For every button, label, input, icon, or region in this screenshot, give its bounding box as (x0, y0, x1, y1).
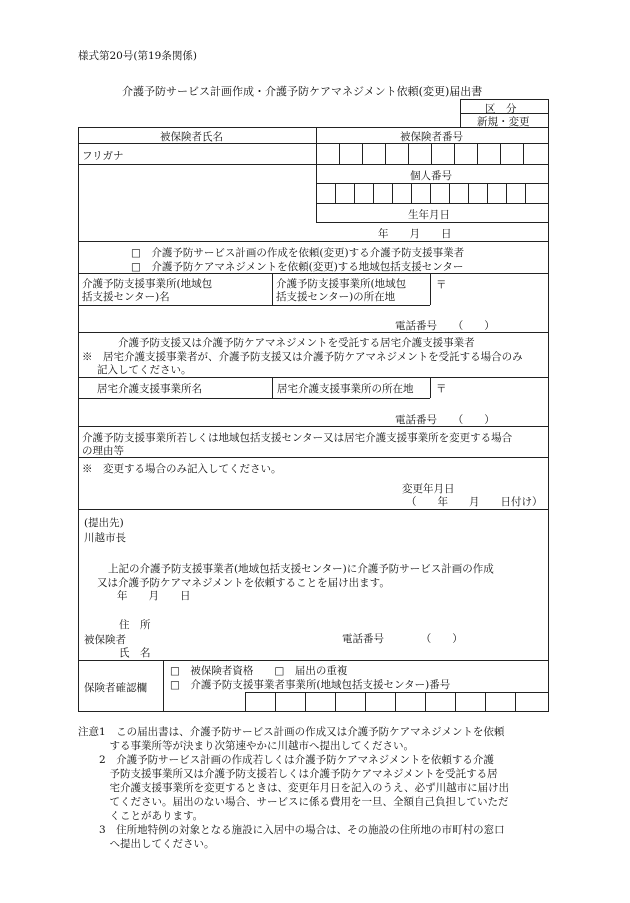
category-label: 区 分 (485, 103, 517, 115)
form-title: 介護予防サービス計画作成・介護予防ケアマネジメント依頼(変更)届出書 (122, 85, 483, 98)
change-date-label: 変更年月日 (402, 483, 455, 495)
submission-body-2: 又は介護予防ケアマネジメントを依頼することを届け出ます。 (97, 577, 390, 589)
note-line: 2 介護予防サービス計画の作成若しくは介護予防ケアマネジメントを依頼する介護 (78, 754, 494, 766)
insured-name-field[interactable] (82, 168, 314, 220)
subcontract-postal-mark: 〒 (436, 383, 447, 395)
note-line: 予防支援事業所又は介護予防支援若しくは介護予防ケアマネジメントを受託する居 (78, 768, 498, 780)
submission-date-field[interactable]: 年 月 日 (117, 590, 191, 602)
personal-number-label: 個人番号 (410, 170, 452, 182)
note-line: 3 住所地特例の対象となる施設に入居中の場合は、その施設の住所地の市町村の窓口 (78, 824, 505, 836)
note-line: てください。届出のない場合、サービスに係る費用を一旦、全額自己負担していただ (78, 796, 509, 808)
subcontract-phone-label[interactable]: 電話番号 （ ） (395, 414, 495, 426)
subcontract-address-label: 居宅介護支援事業所の所在地 (277, 383, 414, 395)
subcontract-address-field[interactable] (276, 401, 546, 411)
provider-name-label-2: 括支援センター)名 (82, 291, 170, 303)
insurer-check-option-2[interactable]: □ 介護予防支援事業者事業所(地域包括支援センター)番号 (170, 679, 451, 691)
submitter-address-field[interactable] (160, 616, 544, 630)
provider-address-label-1: 介護予防支援事業所(地域包 (276, 278, 407, 290)
furigana-label: フリガナ (82, 150, 124, 162)
subcontract-name-label: 居宅介護支援事業所名 (97, 383, 202, 395)
furigana-field[interactable] (82, 148, 314, 163)
submitter-name-label: 氏 名 (119, 647, 151, 659)
note-line: する事業所等が決まり次第速やかに川越市へ提出してください。 (78, 740, 414, 752)
submit-to-value: 川越市長 (84, 532, 126, 544)
provider-address-label-2: 括支援センター)の所在地 (276, 291, 396, 303)
request-option-care-management[interactable]: □ 介護予防ケアマネジメントを依頼(変更)する地域包括支援センター (131, 261, 464, 273)
change-reason-field[interactable] (82, 474, 402, 506)
submitter-phone-label[interactable]: 電話番号 （ ） (342, 633, 463, 645)
change-note: ※ 変更する場合のみ記入してください。 (82, 463, 282, 475)
category-value[interactable]: 新規・変更 (477, 116, 530, 128)
personal-number-field[interactable] (318, 185, 547, 202)
birthdate-field[interactable]: 年 月 日 (378, 228, 452, 240)
provider-phone-label[interactable]: 電話番号 （ ） (395, 320, 495, 332)
provider-name-field[interactable] (82, 308, 270, 330)
birthdate-label: 生年月日 (408, 209, 450, 221)
insured-name-label: 被保険者氏名 (160, 131, 223, 143)
submitter-address-label: 住 所 (119, 619, 151, 631)
submitter-insured-label: 被保険者 (84, 634, 126, 646)
request-option-plan[interactable]: □ 介護予防サービス計画の作成を依頼(変更)する介護予防支援事業者 (131, 247, 465, 259)
subcontract-name-field[interactable] (82, 401, 270, 425)
submitter-name-field[interactable] (160, 645, 544, 659)
subcontract-heading: 介護予防支援又は介護予防ケアマネジメントを受託する居宅介護支援事業者 (118, 337, 475, 349)
subcontract-note-1: ※ 居宅介護支援事業者が、介護予防支援又は介護予防ケアマネジメントを受託する場合のみ (82, 351, 523, 363)
note-line: 宅介護支援事業所を変更するときは、変更年月日を記入のうえ、必ず川越市に届け出 (78, 782, 510, 794)
submit-to-label: (提出先) (84, 517, 124, 529)
subcontract-note-2: 記入してください。 (97, 364, 192, 376)
note-line: へ提出してください。 (78, 838, 215, 850)
insured-number-label: 被保険者番号 (400, 131, 463, 143)
subcontract-postal-field[interactable] (450, 380, 546, 397)
insurer-check-label: 保険者確認欄 (84, 682, 147, 694)
change-reason-label-2: の理由等 (82, 445, 124, 457)
change-date-field[interactable]: （ 年 月 日付け） (406, 496, 543, 508)
category-box (460, 99, 549, 128)
insured-number-field[interactable] (318, 145, 547, 163)
note-line: くことがあります。 (78, 810, 204, 822)
provider-postal-field[interactable] (450, 276, 546, 304)
change-reason-label-1: 介護予防支援事業所若しくは地域包括支援センター又は居宅介護支援事業所を変更する場合 (82, 432, 513, 444)
form-number: 様式第20号(第19条関係) (78, 50, 197, 62)
insurer-check-option-1[interactable]: □ 被保険者資格 □ 届出の重複 (170, 665, 348, 677)
provider-number-field[interactable] (247, 694, 547, 711)
submission-body-1: 上記の介護予防支援事業者(地域包括支援センター)に介護予防サービス計画の作成 (108, 563, 494, 575)
provider-postal-mark: 〒 (436, 279, 447, 291)
note-line: 注意1 この届出書は、介護予防サービス計画の作成又は介護予防ケアマネジメントを依頼 (78, 726, 505, 738)
provider-name-label-1: 介護予防支援事業所(地域包 (82, 278, 213, 290)
